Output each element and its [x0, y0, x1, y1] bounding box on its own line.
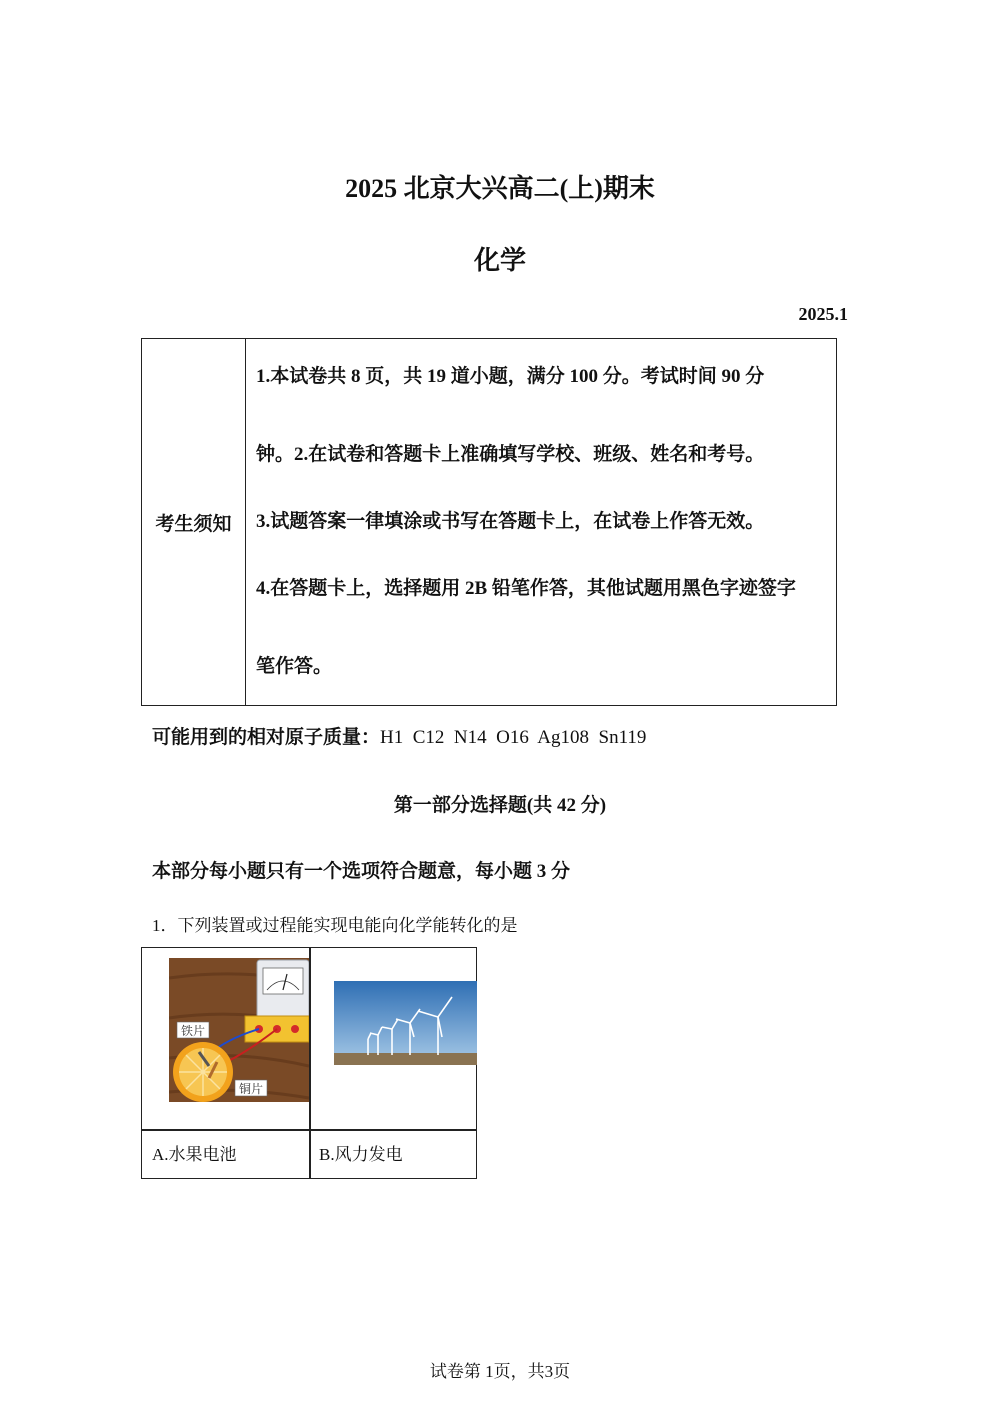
notice-line-4: 4.在答题卡上，选择题用 2B 铅笔作答，其他试题用黑色字迹签字: [256, 578, 796, 599]
notice-label: 考生须知: [142, 339, 246, 705]
notice-line-3: 3.试题答案一律填涂或书写在答题卡上，在试卷上作答无效。: [256, 511, 765, 532]
atomic-masses-label: 可能用到的相对原子质量：: [152, 727, 381, 748]
notice-line-1: 1.本试卷共 8 页，共 19 道小题，满分 100 分。考试时间 90 分: [256, 366, 765, 387]
table-divider: [309, 948, 311, 1178]
option-b-label: B.风力发电: [319, 1145, 403, 1164]
copper-sheet-label: 铜片: [238, 1082, 264, 1096]
notice-line-5: 笔作答。: [256, 656, 333, 677]
part-title: 第一部分选择题(共 42 分): [393, 795, 607, 816]
table-divider: [142, 1129, 476, 1131]
options-table: [141, 947, 477, 1179]
option-a-label: A.水果电池: [152, 1145, 237, 1164]
page-title: 2025 北京大兴高二(上)期末: [345, 174, 655, 203]
wind-turbine-image: [334, 981, 477, 1065]
question-1: 1．下列装置或过程能实现电能向化学能转化的是: [152, 916, 518, 935]
atomic-masses-values: H1 C12 N14 O16 Ag108 Sn119: [380, 727, 647, 748]
fruit-battery-image: [169, 958, 309, 1102]
atomic-masses: [152, 722, 646, 749]
subject-title: 化学: [473, 246, 526, 275]
page-footer: 试卷第 1页，共3页: [429, 1362, 571, 1381]
iron-sheet-label: 铁片: [180, 1024, 206, 1038]
part-description: 本部分每小题只有一个选项符合题意，每小题 3 分: [152, 861, 571, 882]
exam-date: 2025.1: [798, 304, 848, 324]
notice-line-2: 钟。2.在试卷和答题卡上准确填写学校、班级、姓名和考号。: [256, 444, 765, 465]
notice-box: [141, 338, 837, 706]
